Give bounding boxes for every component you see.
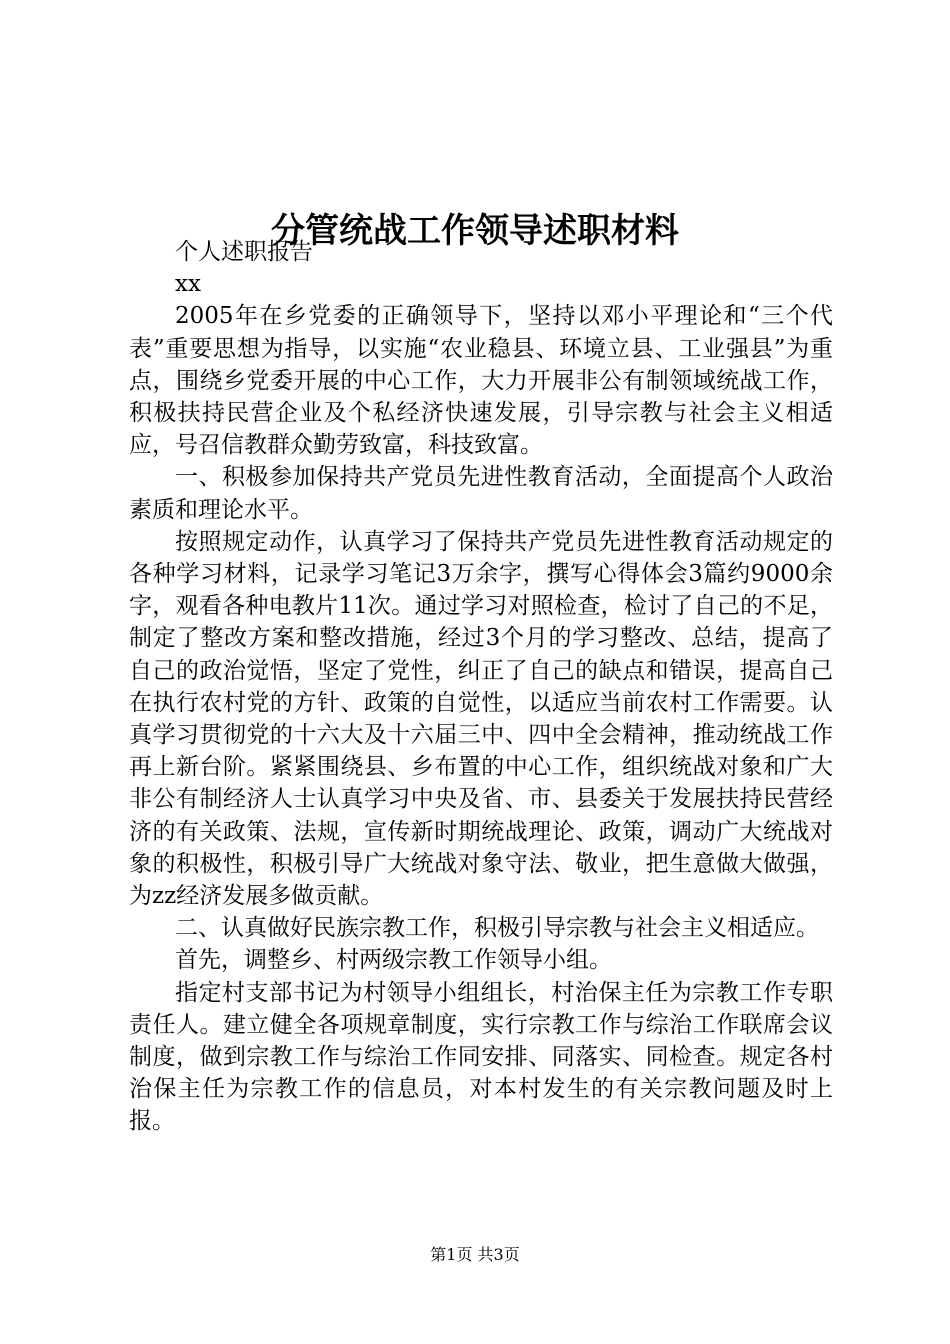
paragraph-report-label: 个人述职报告 bbox=[175, 239, 313, 265]
page-footer bbox=[0, 1244, 950, 1266]
paragraph-first-step: 首先，调整乡、村两级宗教工作领导小组。 bbox=[175, 947, 612, 974]
section-heading-2: 二、认真做好民族宗教工作，积极引导宗教与社会主义相适应。 bbox=[175, 915, 819, 942]
paragraph-author: xx bbox=[175, 271, 201, 298]
document-body bbox=[129, 236, 833, 1138]
section-heading-1: 一、积极参加保持共产党员先进性教育活动，全面提高个人政治素质和理论水平。 bbox=[129, 464, 833, 523]
paragraph-intro: 2005年在乡党委的正确领导下，坚持以邓小平理论和“三个代表”重要思想为指导，以实施“农业稳县、环境立县、工业强县”为重点，围绕乡党委开展的中心工作，大力开展非公有制领域统战工作，积极扶持民营企业及个私经济快速发展，引导宗教与社会主义相适应，号召信教群众勤劳致富，科技致富。 bbox=[129, 303, 833, 459]
page-number: 第1页 共3页 bbox=[430, 1245, 520, 1264]
paragraph-section-2-body: 指定村支部书记为村领导小组组长，村治保主任为宗教工作专职责任人。建立健全各项规章制度，实行宗教工作与综治工作联席会议制度，做到宗教工作与综治工作同安排、同落实、同检查。规定各村治保主任为宗教工作的信息员，对本村发生的有关宗教问题及时上报。 bbox=[129, 979, 833, 1135]
document-title: 分管统战工作领导述职材料 bbox=[271, 210, 679, 251]
paragraph-section-1-body: 按照规定动作，认真学习了保持共产党员先进性教育活动规定的各种学习材料，记录学习笔记3万余字，撰写心得体会3篇约9000余字，观看各种电教片11次。通过学习对照检查，检讨了自己的不足，制定了整改方案和整改措施，经过3个月的学习整改、总结，提高了自己的政治觉悟，坚定了党性，纠正了自己的缺点和错误，提高自己在执行农村党的方针、政策的自觉性，以适应当前农村工作需要。认真学习贯彻党的十六大及十六届三中、四中全会精神，推动统战工作再上新台阶。紧紧围绕县、乡布置的中心工作，组织统战对象和广大非公有制经济人士认真学习中央及省、市、县委关于发展扶持民营经济的有关政策、法规，宣传新时期统战理论、政策，调动广大统战对象的积极性，积极引导广大统战对象守法、敬业，把生意做大做强，为zz经济发展多做贡献。 bbox=[129, 528, 833, 910]
